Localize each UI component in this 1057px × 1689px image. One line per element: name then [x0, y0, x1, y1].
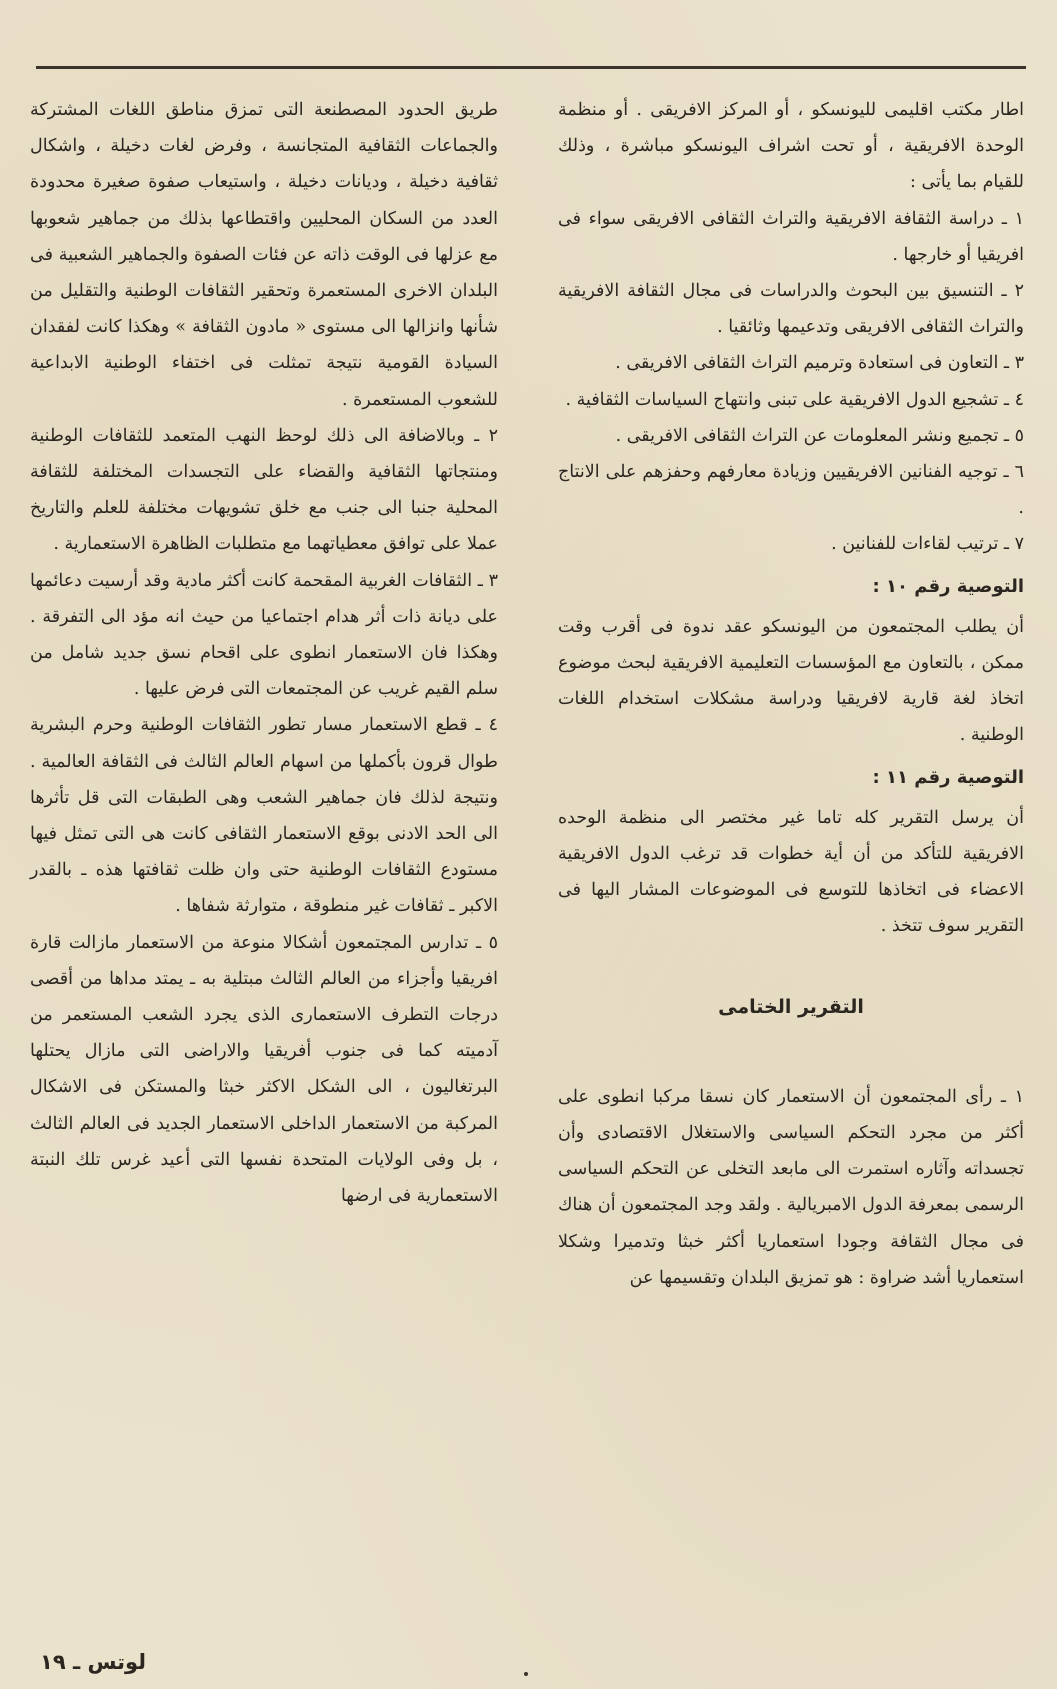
paragraph: أن يطلب المجتمعون من اليونسكو عقد ندوة فى أقرب وقت ممكن ، بالتعاون مع المؤسسات التعليمية الافريقية لبحث موضوع اتخاذ لغة قارية لافريقيا ودراسة مشكلات استخدام اللغات الوطنية . [558, 616, 1024, 746]
paragraph: ٥ ـ تدارس المجتمعون أشكالا منوعة من الاستعمار مازالت قارة افريقيا وأجزاء من العالم الثالث مبتلية به ـ يمتد مداها من أقصى درجات التطرف الاستعمارى الذى يجرد الشعب المستعمر من آدميته كما فى جنوب أفريقيا والاراضى التى مازال يحتلها البرتغاليون ، الى الشكل الاكثر خبثا والمستكن فى الاشكال المركبة من الاستعمار الداخلى الاستعمار الجديد فى العالم الثالث ، بل وفى الولايات المتحدة نفسها التى أعيد غرس تلك النبتة الاستعمارية فى ارضها [30, 932, 498, 1207]
list-item: ٤ ـ تشجيع الدول الافريقية على تبنى وانتهاج السياسات الثقافية . [565, 389, 1024, 410]
paragraph: ٢ ـ وبالاضافة الى ذلك لوحظ النهب المتعمد للثقافات الوطنية ومنتجاتها الثقافية والقضاء على التجسدات المختلفة للثقافة المحلية جنبا الى جنب مع خلق تشويهات مختلفة للعلم والتاريخ عملا على توافق معطياتهما مع متطلبات الظاهرة الاستعمارية . [30, 425, 498, 555]
final-report-title: التقرير الختامى [718, 995, 864, 1018]
paragraph: ٣ ـ الثقافات الغربية المقحمة كانت أكثر مادية وقد أرسيت دعائمها على ديانة ذات أثر هدام اجتماعيا من حيث انه مؤد الى التفرقة . وهكذا فان الاستعمار انطوى على اقحام نسق جديد شامل من سلم القيم غريب عن المجتمعات التى فرض عليها . [30, 570, 498, 700]
paragraph: اطار مكتب اقليمى لليونسكو ، أو المركز الافريقى . أو منظمة الوحدة الافريقية ، أو تحت اشراف اليونسكو مباشرة ، وذلك للقيام بما يأتى : [558, 100, 1024, 193]
list-item: ٦ ـ توجيه الفنانين الافريقيين وزيادة معارفهم وحفزهم على الانتاج . [558, 462, 1024, 519]
list-item: ٧ ـ ترتيب لقاءات للفنانين . [831, 534, 1024, 555]
list-item: ٢ ـ التنسيق بين البحوث والدراسات فى مجال الثقافة الافريقية والتراث الثقافى الافريقى وتدعيمها وثائقيا . [558, 281, 1024, 338]
paragraph: ١ ـ رأى المجتمعون أن الاستعمار كان نسقا مركبا انطوى على أكثر من مجرد التحكم السياسى والاستغلال الاقتصادى وأن تجسداته وآثاره استمرت الى مابعد التخلى عن التحكم السياسى الرسمى بمعرفة الدول الامبريالية . ولقد وجد المجتمعون أن هناك فى مجال الثقافة وجودا استعماريا أكثر خبثا وتدميرا وشكلا استعماريا أشد ضراوة : هو تمزيق البلدان وتقسيمها عن [558, 1086, 1024, 1288]
paragraph: أن يرسل التقرير كله تاما غير مختصر الى منظمة الوحده الافريقية للتأكد من أن أية خطوات قد ترغب الدول الافريقية الاعضاء فى اتخاذها للتوسع فى الموضوعات المشار اليها فى التقرير سوف تتخذ . [558, 807, 1024, 937]
list-item: ١ ـ دراسة الثقافة الافريقية والتراث الثقافى الافريقى سواء فى افريقيا أو خارجها . [558, 208, 1024, 265]
top-rule [36, 66, 1026, 69]
list-item: ٥ ـ تجميع ونشر المعلومات عن التراث الثقافى الافريقى . [615, 425, 1024, 446]
recommendation-10-heading: التوصية رقم ١٠ : [872, 575, 1024, 597]
right-column [558, 92, 1024, 1296]
left-column [30, 92, 498, 1214]
recommendation-11-heading: التوصية رقم ١١ : [872, 766, 1024, 788]
paragraph: طريق الحدود المصطنعة التى تمزق مناطق اللغات المشتركة والجماعات الثقافية المتجانسة ، وفرض لغات دخيلة ، واشكال ثقافية دخيلة ، وديانات دخيلة ، واستيعاب صفوة صغيرة محدودة العدد من السكان المحليين واقتطاعها بذلك من جماهير شعوبها مع عزلها فى الوقت ذاته عن فئات الصفوة والجماهير الشعبية فى البلدان الاخرى المستعمرة وتحقير الثقافات الوطنية والتقليل من شأنها وانزالها الى مستوى « مادون الثقافة » وهكذا كانت لفقدان السيادة القومية نتيجة تمثلت فى اختفاء الوطنية الابداعية للشعوب المستعمرة . [30, 100, 498, 410]
page-mark [524, 1672, 528, 1676]
paragraph: ٤ ـ قطع الاستعمار مسار تطور الثقافات الوطنية وحرم البشرية طوال قرون بأكملها من اسهام العالم الثالث فى الثقافة العالمية . ونتيجة لذلك فان جماهير الشعب وهى الطبقات التى قل تأثرها الى الحد الادنى بوقع الاستعمار الثقافى كانت هى التى تمثل فيها مستودع الثقافات الوطنية حتى وان ظلت ثقافتها هذه ـ بالقدر الاكبر ـ ثقافات غير منطوقة ، متوارثة شفاها . [30, 715, 498, 917]
page-footer: لوتس ـ ١٩ [40, 1650, 147, 1674]
list-item: ٣ ـ التعاون فى استعادة وترميم التراث الثقافى الافريقى . [615, 353, 1024, 374]
